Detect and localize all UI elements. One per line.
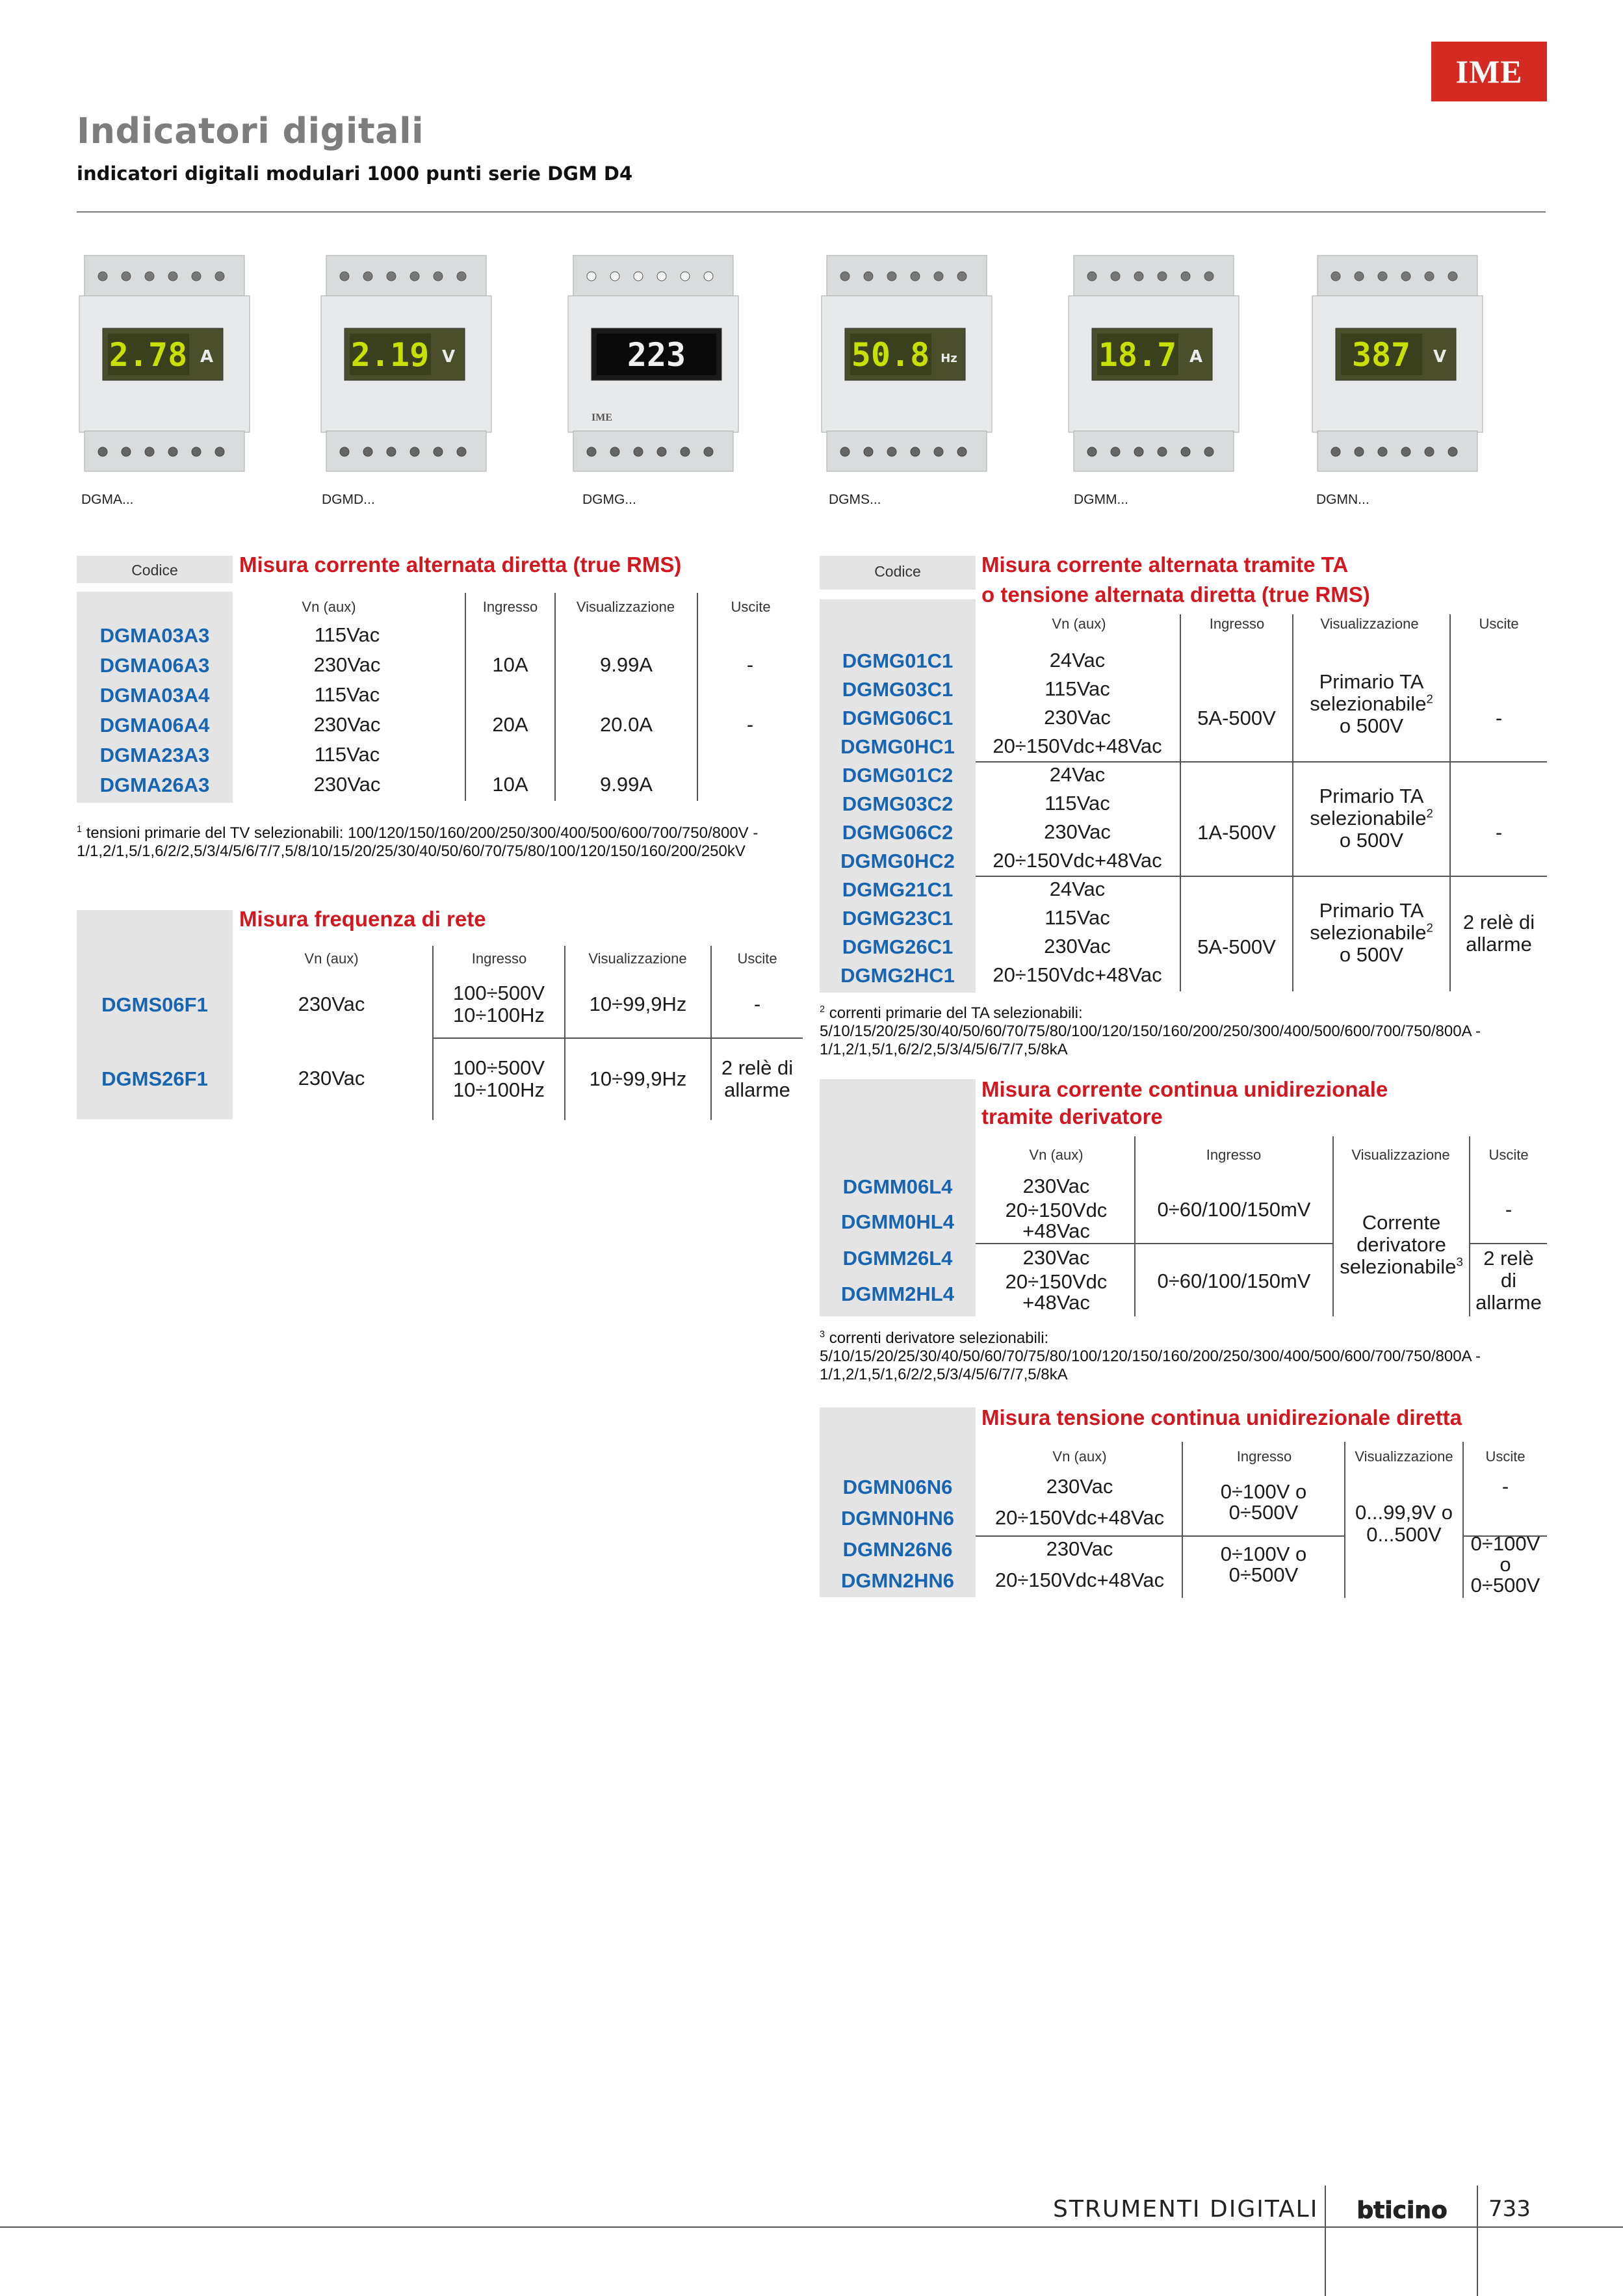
vn-value: 115Vac bbox=[314, 683, 380, 706]
footnote-mark: 1 bbox=[77, 824, 83, 835]
uscite-value: - bbox=[746, 713, 754, 736]
vn-value: 20÷150Vdc bbox=[1005, 1199, 1108, 1221]
divider bbox=[554, 593, 556, 801]
vn-value: 230Vac bbox=[1044, 935, 1111, 958]
visual-text: selezionabile bbox=[1340, 1255, 1457, 1278]
product-code: DGMA03A3 bbox=[99, 624, 210, 647]
visual-value: Primario TA bbox=[1319, 899, 1424, 922]
vn-value: 230Vac bbox=[1046, 1475, 1113, 1498]
product-image bbox=[819, 250, 994, 478]
vn-value: 115Vac bbox=[1045, 906, 1110, 929]
vn-value: +48Vac bbox=[1022, 1291, 1090, 1314]
product-label: DGMA... bbox=[81, 492, 134, 507]
visual-value: 10÷99,9Hz bbox=[589, 1067, 687, 1090]
divider bbox=[465, 593, 466, 801]
footnote-text: correnti derivatore selezionabili: 5/10/15/20/25/30/40/50/60/70/75/80/100/120/150/160/200/250/300/400/500/600/700/750/800A - 1/1,2/1,5/1,6/2/2,5/3/4/5/6/7/7,5/8kA bbox=[820, 1329, 1481, 1383]
ingresso-value: 0÷100V o bbox=[1220, 1480, 1307, 1503]
divider bbox=[432, 1037, 803, 1039]
bticino-text: bticino bbox=[1357, 2197, 1448, 2223]
vn-value: 230Vac bbox=[1046, 1537, 1113, 1560]
section-title: tramite derivatore bbox=[981, 1104, 1163, 1128]
vn-value: 24Vac bbox=[1049, 763, 1106, 786]
uscite-value: allarme bbox=[1466, 933, 1532, 956]
visual-text: selezionabile bbox=[1310, 692, 1427, 715]
col-header-uscite: Uscite bbox=[1479, 616, 1519, 632]
vn-value: 230Vac bbox=[313, 773, 381, 796]
visual-value bbox=[1334, 1256, 1469, 1278]
col-header-vn: Vn (aux) bbox=[304, 950, 359, 967]
uscite-value: 2 relè di bbox=[1462, 911, 1535, 933]
vn-value: 24Vac bbox=[1049, 878, 1106, 900]
section-title: Misura corrente continua unidirezionale bbox=[981, 1077, 1388, 1101]
footnote-mark: 3 bbox=[1456, 1255, 1463, 1269]
vn-value: 20÷150Vdc+48Vac bbox=[994, 1569, 1165, 1591]
product-code: DGMG01C2 bbox=[842, 764, 954, 787]
section-title: Misura frequenza di rete bbox=[239, 907, 486, 931]
visual-text: selezionabile bbox=[1310, 921, 1427, 944]
product-code: DGMG0HC1 bbox=[840, 735, 955, 758]
page-subtitle: indicatori digitali modulari 1000 punti serie DGM D4 bbox=[77, 163, 633, 185]
uscite-value: - bbox=[1501, 1475, 1509, 1498]
meter-icon bbox=[318, 250, 494, 478]
divider bbox=[976, 876, 1547, 877]
col-header-ingresso: Ingresso bbox=[471, 950, 527, 967]
meter-display-value: 2.78 bbox=[109, 336, 188, 374]
visual-value bbox=[1293, 807, 1449, 829]
product-image bbox=[565, 250, 741, 478]
footnote-1 bbox=[77, 824, 805, 861]
product-code: DGMG06C1 bbox=[842, 707, 954, 729]
vn-value: 115Vac bbox=[314, 623, 380, 646]
ingresso-value: 5A-500V bbox=[1197, 707, 1276, 729]
uscite-value: - bbox=[1505, 1198, 1513, 1221]
visual-value bbox=[1293, 922, 1449, 944]
col-header-visualizzazione: Visualizzazione bbox=[1355, 1448, 1453, 1465]
footnote-mark: 3 bbox=[820, 1329, 825, 1340]
ingresso-value: 5A-500V bbox=[1197, 935, 1276, 958]
footer-divider bbox=[1325, 2185, 1326, 2296]
visual-value: Primario TA bbox=[1319, 670, 1424, 693]
vn-value: 230Vac bbox=[313, 653, 381, 676]
vn-value: 230Vac bbox=[1022, 1246, 1090, 1269]
vn-value: 230Vac bbox=[1022, 1175, 1090, 1197]
product-code: DGMG0HC2 bbox=[840, 850, 955, 872]
vn-value: 20÷150Vdc+48Vac bbox=[994, 1506, 1165, 1529]
divider bbox=[976, 1535, 1344, 1537]
col-header-vn: Vn (aux) bbox=[1052, 1448, 1107, 1465]
product-code: DGMN2HN6 bbox=[841, 1569, 954, 1592]
col-header-ingresso: Ingresso bbox=[1236, 1448, 1292, 1465]
product-code: DGMM26L4 bbox=[842, 1247, 953, 1270]
ingresso-value: 20A bbox=[492, 713, 528, 736]
meter-icon bbox=[1066, 250, 1241, 478]
ingresso-value: 1A-500V bbox=[1197, 821, 1276, 844]
ingresso-value: 10A bbox=[492, 773, 528, 796]
vn-value: 230Vac bbox=[1044, 820, 1111, 843]
vn-value: 20÷150Vdc+48Vac bbox=[993, 963, 1162, 986]
vn-value: 230Vac bbox=[313, 713, 381, 736]
meter-icon bbox=[1310, 250, 1485, 478]
col-header-ingresso: Ingresso bbox=[1209, 616, 1265, 632]
product-code: DGMG2HC1 bbox=[840, 964, 955, 987]
product-code: DGMA26A3 bbox=[99, 774, 210, 796]
meter-unit: A bbox=[1189, 347, 1203, 367]
footnote-2 bbox=[820, 1004, 1548, 1059]
codice-header: Codice bbox=[131, 562, 178, 579]
meter-display-value: 2.19 bbox=[350, 336, 430, 374]
uscite-value: di bbox=[1500, 1269, 1517, 1292]
uscite-value: 2 relè di bbox=[721, 1056, 794, 1079]
vn-value: 115Vac bbox=[1045, 677, 1110, 700]
vn-value: 230Vac bbox=[298, 1067, 365, 1089]
ingresso-value: 10÷100Hz bbox=[452, 1004, 545, 1026]
ingresso-value: 10A bbox=[492, 653, 528, 676]
product-code: DGMS06F1 bbox=[101, 993, 208, 1016]
product-code: DGMG26C1 bbox=[842, 935, 954, 958]
product-code: DGMG01C1 bbox=[842, 649, 954, 672]
meter-unit: V bbox=[441, 347, 456, 367]
vn-value: 20÷150Vdc+48Vac bbox=[993, 735, 1162, 757]
meter-unit: Hz bbox=[941, 352, 957, 365]
product-code: DGMG23C1 bbox=[842, 907, 954, 930]
product-image bbox=[77, 250, 252, 478]
visual-value: o 500V bbox=[1339, 943, 1404, 966]
visual-value: 10÷99,9Hz bbox=[589, 993, 687, 1015]
product-code: DGMM0HL4 bbox=[841, 1210, 954, 1233]
uscite-value: - bbox=[1495, 707, 1503, 729]
col-header-uscite: Uscite bbox=[1485, 1448, 1526, 1465]
visual-value: 20.0A bbox=[599, 713, 653, 736]
visual-value: 9.99A bbox=[599, 653, 653, 676]
product-code: DGMG21C1 bbox=[842, 878, 954, 901]
divider bbox=[976, 1243, 1332, 1244]
product-label: DGMS... bbox=[829, 492, 881, 507]
product-code: DGMS26F1 bbox=[101, 1067, 208, 1090]
product-code: DGMM06L4 bbox=[842, 1175, 953, 1198]
visual-value bbox=[1293, 693, 1449, 715]
ingresso-value: 100÷500V bbox=[452, 1056, 545, 1079]
divider bbox=[976, 761, 1547, 763]
visual-value: 0...500V bbox=[1366, 1523, 1442, 1546]
product-code: DGMA03A4 bbox=[99, 684, 210, 707]
vn-value: 24Vac bbox=[1049, 649, 1106, 672]
vn-value: 20÷150Vdc+48Vac bbox=[993, 849, 1162, 872]
footnote-mark: 2 bbox=[820, 1004, 825, 1015]
visual-value: Corrente bbox=[1362, 1211, 1441, 1234]
product-label: DGMM... bbox=[1074, 492, 1128, 507]
divider bbox=[697, 593, 698, 801]
ingresso-value: 10÷100Hz bbox=[452, 1078, 545, 1101]
meter-display-value: 387 bbox=[1351, 336, 1411, 374]
footnote-text: correnti primarie del TA selezionabili: 5/10/15/20/25/30/40/50/60/70/75/80/100/120/150/160/200/250/300/400/500/600/700/750/800A - 1/1,2/1,5/1,6/2/2,5/3/4/5/6/7/7,5/8kA bbox=[820, 1004, 1481, 1058]
meter-display-value: 50.8 bbox=[851, 336, 930, 374]
product-code: DGMM2HL4 bbox=[841, 1283, 954, 1305]
page-title: Indicatori digitali bbox=[77, 111, 424, 151]
header-divider bbox=[77, 211, 1546, 213]
product-code: DGMN06N6 bbox=[842, 1476, 953, 1498]
section-title: o tensione alternata diretta (true RMS) bbox=[981, 582, 1370, 607]
product-image bbox=[318, 250, 494, 478]
uscite-value: 0÷500V bbox=[1470, 1574, 1540, 1597]
uscite-value: allarme bbox=[1475, 1291, 1542, 1314]
vn-value: 115Vac bbox=[314, 743, 380, 766]
vn-value: 115Vac bbox=[1045, 792, 1110, 815]
divider bbox=[1469, 1243, 1547, 1244]
footnote-mark: 2 bbox=[1426, 806, 1433, 820]
uscite-value: o bbox=[1500, 1553, 1511, 1576]
visual-value: derivatore bbox=[1357, 1233, 1446, 1256]
divider bbox=[1180, 614, 1181, 991]
col-header-vn: Vn (aux) bbox=[1052, 616, 1106, 632]
col-header-uscite: Uscite bbox=[737, 950, 777, 967]
visual-text: selezionabile bbox=[1310, 807, 1427, 829]
vn-value: +48Vac bbox=[1022, 1220, 1090, 1242]
meter-icon bbox=[819, 250, 994, 478]
visual-value: o 500V bbox=[1339, 829, 1404, 852]
product-code: DGMN26N6 bbox=[842, 1538, 953, 1561]
page-number: 733 bbox=[1488, 2196, 1531, 2222]
visual-value: 9.99A bbox=[599, 773, 653, 796]
footer-divider bbox=[1477, 2185, 1478, 2296]
vn-value: 230Vac bbox=[1044, 706, 1111, 729]
visual-value: Primario TA bbox=[1319, 785, 1424, 807]
product-code: DGMA06A3 bbox=[99, 654, 210, 677]
footnote-mark: 2 bbox=[1426, 920, 1433, 935]
bticino-logo-mark bbox=[1334, 2197, 1470, 2223]
divider bbox=[564, 946, 565, 1120]
uscite-value: 2 relè bbox=[1483, 1247, 1534, 1270]
col-header-uscite: Uscite bbox=[731, 599, 771, 615]
col-header-vn: Vn (aux) bbox=[302, 599, 356, 615]
section-title: Misura corrente alternata diretta (true RMS) bbox=[239, 553, 682, 577]
ingresso-value: 100÷500V bbox=[452, 982, 545, 1004]
col-header-vn: Vn (aux) bbox=[1029, 1147, 1084, 1163]
meter-unit: V bbox=[1433, 347, 1447, 367]
product-code: DGMN0HN6 bbox=[841, 1507, 954, 1530]
footnote-text: tensioni primarie del TV selezionabili: 100/120/150/160/200/250/300/400/500/600/700/750/800V - 1/1,2/1,5/1,6/2/2,5/3/4/5/6/7/7,5/8/10/15/20/25/30/40/50/60/70/75/80/100/120/150/160/200/250kV bbox=[77, 824, 759, 860]
vn-value: 230Vac bbox=[298, 993, 365, 1015]
meter-display-value: 18.7 bbox=[1098, 336, 1177, 374]
product-code: DGMG03C1 bbox=[842, 678, 954, 701]
col-header-visualizzazione: Visualizzazione bbox=[576, 599, 675, 615]
product-code: DGMA06A4 bbox=[99, 714, 210, 737]
product-image bbox=[1310, 250, 1485, 478]
footnote-3 bbox=[820, 1329, 1548, 1384]
product-label: DGMG... bbox=[582, 492, 636, 507]
section-title: Misura corrente alternata tramite TA bbox=[981, 553, 1349, 577]
footnote-mark: 2 bbox=[1426, 692, 1433, 706]
footer-section-title: STRUMENTI DIGITALI bbox=[1053, 2196, 1319, 2223]
product-code: DGMA23A3 bbox=[99, 744, 210, 766]
product-image bbox=[1066, 250, 1241, 478]
ingresso-value: 0÷500V bbox=[1228, 1501, 1299, 1524]
meter-brand-mark: IME bbox=[591, 412, 612, 423]
meter-unit: A bbox=[200, 347, 214, 367]
uscite-value: allarme bbox=[724, 1078, 790, 1101]
ingresso-value: 0÷60/100/150mV bbox=[1157, 1198, 1311, 1221]
meter-icon bbox=[77, 250, 252, 478]
product-code: DGMG06C2 bbox=[842, 821, 954, 844]
col-header-visualizzazione: Visualizzazione bbox=[1351, 1147, 1450, 1163]
col-header-ingresso: Ingresso bbox=[482, 599, 538, 615]
col-header-visualizzazione: Visualizzazione bbox=[588, 950, 687, 967]
visual-value: o 500V bbox=[1339, 714, 1404, 737]
product-code: DGMG03C2 bbox=[842, 792, 954, 815]
ingresso-value: 0÷500V bbox=[1228, 1563, 1299, 1586]
col-header-uscite: Uscite bbox=[1488, 1147, 1529, 1163]
ingresso-value: 0÷60/100/150mV bbox=[1157, 1270, 1311, 1292]
footer-divider bbox=[0, 2226, 1623, 2228]
uscite-value: - bbox=[746, 653, 754, 676]
uscite-value: 0÷100V bbox=[1470, 1532, 1540, 1555]
section-title: Misura tensione continua unidirezionale diretta bbox=[981, 1405, 1462, 1429]
bticino-logo bbox=[1334, 2197, 1470, 2223]
meter-icon bbox=[565, 250, 741, 478]
codice-header: Codice bbox=[874, 563, 921, 580]
product-label: DGMD... bbox=[322, 492, 375, 507]
ingresso-value: 0÷100V o bbox=[1220, 1543, 1307, 1565]
product-label: DGMN... bbox=[1316, 492, 1370, 507]
uscite-value: - bbox=[753, 993, 761, 1015]
vn-value: 20÷150Vdc bbox=[1005, 1270, 1108, 1293]
ime-logo: IME bbox=[1431, 42, 1547, 101]
visual-value: 0...99,9V o bbox=[1355, 1501, 1453, 1524]
col-header-ingresso: Ingresso bbox=[1206, 1147, 1262, 1163]
col-header-visualizzazione: Visualizzazione bbox=[1320, 616, 1419, 632]
meter-display-value: 223 bbox=[627, 336, 686, 374]
uscite-value: - bbox=[1495, 821, 1503, 844]
